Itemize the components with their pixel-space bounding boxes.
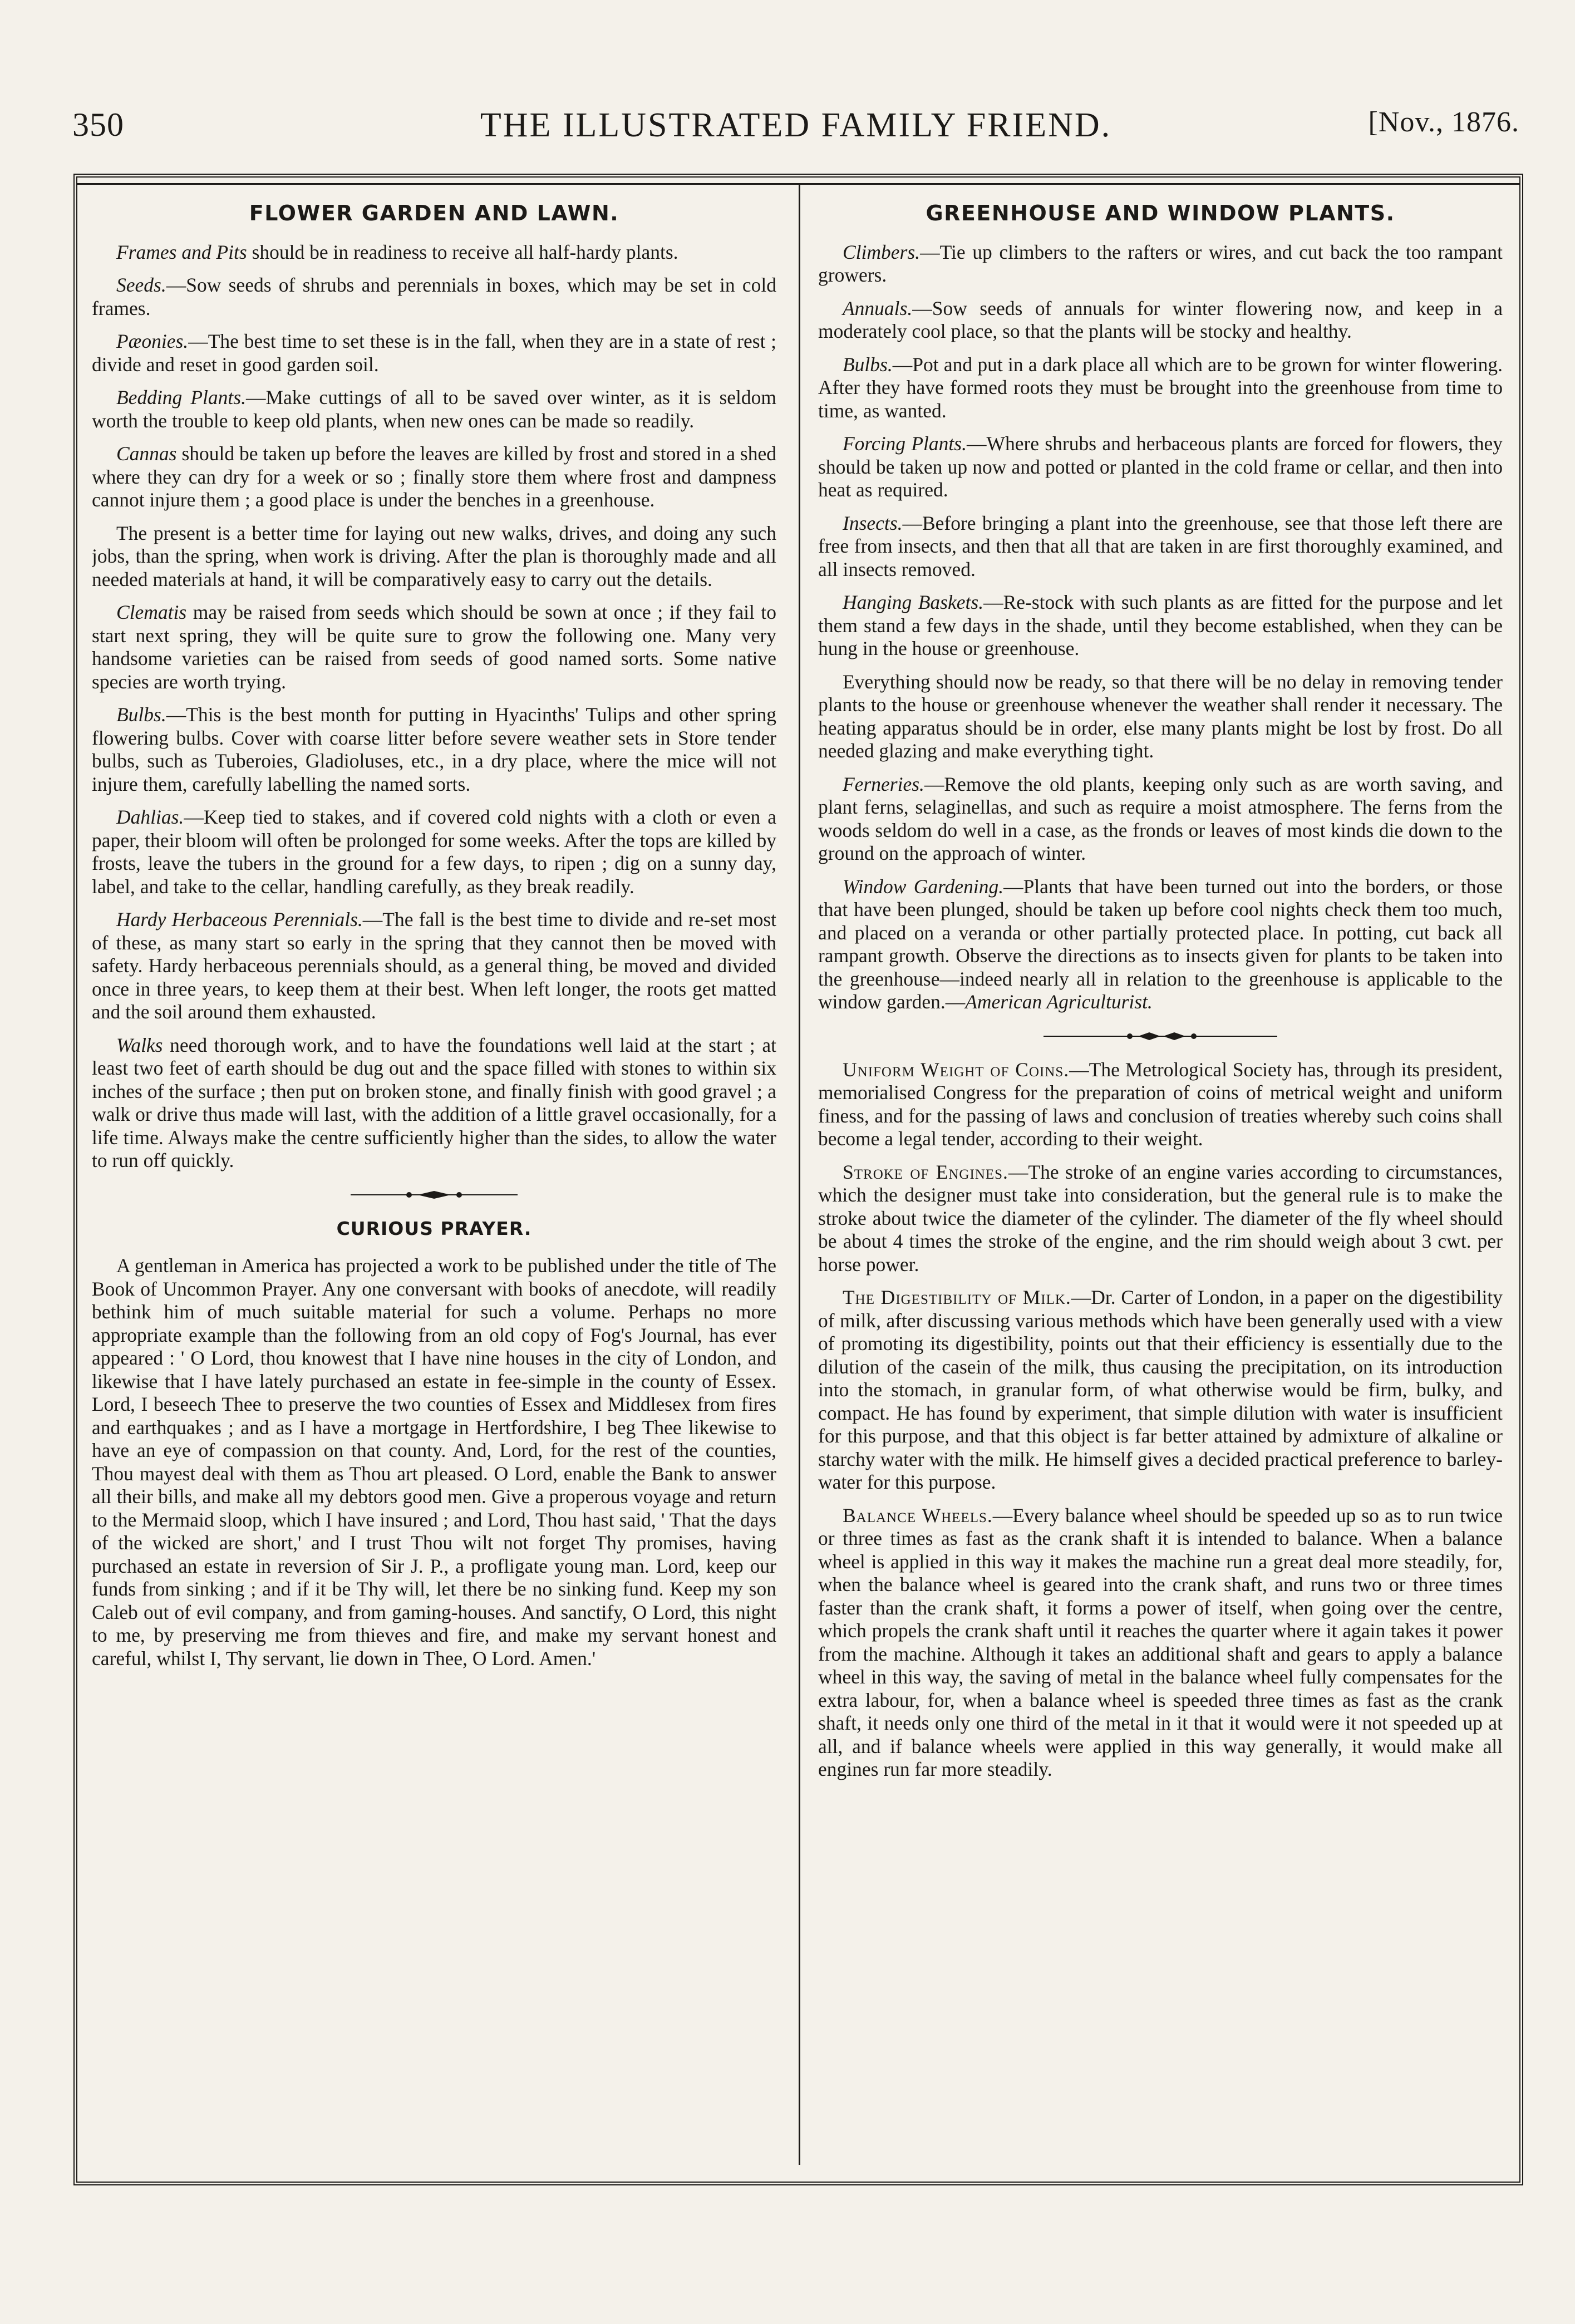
paragraph-text: —The best time to set these is in the fall, when they are in a state of rest ; divide and reset in good garden soil. [92, 330, 776, 376]
paragraph [92, 330, 776, 376]
paragraph-lead: Insects. [843, 511, 903, 534]
paragraph-lead: Walks [116, 1033, 163, 1056]
paragraph-lead: Hardy Herbaceous Perennials. [116, 908, 363, 930]
paragraph-text: should be taken up before the leaves are killed by frost and stored in a shed where they can dry for a week or so ; finally store them where frost and dampness cannot injure them ; a good place is under the benches in a greenhouse. [92, 442, 776, 511]
paragraph-lead: Bulbs. [116, 703, 166, 726]
paragraph-text: should be in readiness to receive all half-hardy plants. [247, 240, 678, 263]
paragraph [818, 1161, 1503, 1277]
paragraph-text: —Every balance wheel should be speeded up so as to run twice or three times as fast as the crank shaft it is intended to balance. When a balance wheel is applied in this way it makes the machine run a great deal more steadily, for, when the balance wheel is geared into the crank shaft, and runs two or three times faster than the crank shaft, it forms a power of itself, when going over the centre, which propels the crank shaft until it reaches the quarter where it again takes it power from the machine. Although it takes an additional shaft and gears to apply a balance wheel in this way, the saving of metal in the balance wheel fully compensates for the extra labour, for, when a balance wheel is speeded three times as fast as the crank shaft, it needs only one third of the metal in it that it would were it not speeded up at all, and if balance wheels were applied in this way generally, it would make all engines run far more steadily. [818, 1504, 1503, 1780]
paragraph [818, 1286, 1503, 1494]
ornament-divider [92, 1189, 776, 1200]
paragraph-lead: Bedding Plants. [116, 386, 246, 408]
publication-title: THE ILLUSTRATED FAMILY FRIEND. [480, 106, 1112, 144]
paragraph-lead: The Digestibility of Milk. [843, 1286, 1071, 1308]
paragraph-lead: Ferneries. [843, 772, 924, 795]
paragraph [92, 386, 776, 432]
paragraph [818, 241, 1503, 287]
paragraph-text: need thorough work, and to have the foundations well laid at the start ; at least two feet of earth should be dug out and the space filled with stones to within six inches of the surface ; then put on broken stone, and finally finish with good gravel ; a walk or drive thus made will last, with the addition of a little gravel occasionally, for a life time. Always make the centre sufficiently higher than the sides, to allow the water to run off quickly. [92, 1033, 776, 1171]
paragraph-text: The present is a better time for laying out new walks, drives, and doing any such jobs, than the spring, when work is driving. After the plan is thoroughly made and all needed materials at hand, it will be comparatively easy to carry out the details. [92, 521, 776, 590]
paragraph-lead: Frames and Pits [116, 240, 247, 263]
prayer-paragraph: A gentleman in America has projected a work to be published under the title of The Book of Uncommon Prayer. Any one conversant with books of anecdote, will readily bethink him of much suitable material for such a volume. Perhaps no more appropriate example than the following from an old copy of Fog's Journal, has ever appeared : ' O Lord, thou knowest that I have nine houses in the city of London, and likewise that I have lately purchased an estate in fee-simple in the county of Essex. Lord, I beseech Thee to preserve the two counties of Essex and Middlesex from fires and earthquakes ; and as I have a mortgage in Hertfordshire, I beg Thee likewise to have an eye of compassion on that county. And, Lord, for the rest of the counties, Thou mayest deal with them as Thou art pleased. O Lord, enable the Bank to answer all their bills, and make all my debtors good men. Give a properous voyage and return to the Mermaid sloop, which I have insured ; and Lord, Thou hast said, ' That the days of the wicked are short,' and I trust Thou wilt not forget Thy promises, having purchased an estate in reversion of Sir J. P., a profligate young man. Lord, keep our funds from sinking ; and if it be Thy will, let there be no sinking fund. Keep my son Caleb out of evil company, and from gaming-houses. And sanctify, O Lord, this night to me, by preserving me from thieves and fire, and make my servant honest and careful, whilst I, Thy servant, lie down in Thee, O Lord. Amen.' [92, 1254, 776, 1670]
attribution: American Agriculturist. [965, 991, 1153, 1013]
curious-prayer-text [92, 1254, 776, 1670]
flower-garden-paragraphs [92, 241, 776, 1173]
paragraph-lead: Dahlias. [116, 806, 184, 828]
paragraph-text: —Dr. Carter of London, in a paper on the digestibility of milk, after discussing various methods which have been generally used with a view of promoting its digestibility, points out that their efficiency is essentially due to the dilution of the casein of the milk, thus causing the precipitation, on its introduction into the stomach, in granular form, of what otherwise would be firm, bulky, and compact. He has found by experiment, that simple dilution with water is insufficient for this purpose, and that this object is far better attained by admixture of alkaline or starchy water with the milk. He himself gives a decided practical preference to barley-water for this purpose. [818, 1286, 1503, 1493]
paragraph [818, 1504, 1503, 1781]
paragraph-lead: Climbers. [843, 240, 921, 263]
paragraph-text: —Re-stock with such plants as are fitted for the purpose and let them stand a few days in the shade, until they become established, when they can be hung in the house or greenhouse. [818, 591, 1503, 659]
paragraph-lead: Forcing Plants. [843, 432, 967, 455]
paragraph-lead: Pæonies. [116, 330, 189, 352]
paragraph-text: Everything should now be ready, so that there will be no delay in removing tender plants to the house or greenhouse whenever the weather shall render it necessary. The heating apparatus should be in order, else many plants might be lost by frost. Do all needed glazing and make everything tight. [818, 670, 1503, 762]
paragraph [818, 512, 1503, 582]
paragraph-lead: Bulbs. [843, 353, 893, 376]
paragraph [818, 1058, 1503, 1151]
paragraph [92, 601, 776, 693]
left-column [92, 192, 776, 2173]
paragraph-lead: Window Gardening. [843, 875, 1004, 898]
paragraph [818, 432, 1503, 502]
paragraph-text: —Sow seeds of shrubs and perennials in boxes, which may be set in cold frames. [92, 274, 776, 319]
paragraph-lead: Stroke of Engines. [843, 1160, 1008, 1183]
section-heading-greenhouse: GREENHOUSE AND WINDOW PLANTS. [926, 201, 1395, 225]
miscellaneous-notes [818, 1058, 1503, 1781]
paragraph-text: —The Metrological Society has, through its president, memorialised Congress for the preparation of coins of metrical weight and uniform finess, and for the passing of laws and conclusion of treaties whereby such coins shall become a legal tender, according to their weight. [818, 1058, 1503, 1150]
paragraph-text: may be raised from seeds which should be sown at once ; if they fail to start next spring, they will be quite sure to grow the following one. Many very handsome varieties can be raised from seeds of good named sorts. Some native species are worth trying. [92, 601, 776, 693]
paragraph [818, 297, 1503, 343]
paragraph-text: —Sow seeds of annuals for winter flowering now, and keep in a moderately cool place, so that the plants will be stocky and healthy. [818, 297, 1503, 342]
paragraph [818, 671, 1503, 763]
paragraph [818, 591, 1503, 661]
paragraph-lead: Seeds. [116, 274, 166, 296]
column-divider [799, 184, 800, 2165]
paragraph [92, 241, 776, 264]
paragraph-lead: Cannas [116, 442, 177, 465]
paragraph [92, 522, 776, 592]
issue-date: [Nov., 1876. [1368, 106, 1519, 138]
paragraph [818, 875, 1503, 1014]
paragraph [92, 442, 776, 512]
greenhouse-paragraphs [818, 241, 1503, 1014]
paragraph-text: —Pot and put in a dark place all which are to be grown for winter flowering. After they have formed roots they must be brought into the greenhouse from time to time, as wanted. [818, 353, 1503, 422]
paragraph [818, 353, 1503, 423]
section-heading-flower-garden: FLOWER GARDEN AND LAWN. [249, 201, 619, 225]
paragraph [92, 274, 776, 320]
paragraph-lead: Balance Wheels. [843, 1504, 993, 1527]
paragraph-lead: Hanging Baskets. [843, 591, 984, 613]
paragraph-text: —Where shrubs and herbaceous plants are forced for flowers, they should be taken up now and potted or planted in the cold frame or cellar, and then into heat as required. [818, 432, 1503, 501]
paragraph-lead: Uniform Weight of Coins. [843, 1058, 1070, 1081]
paragraph-text: —This is the best month for putting in Hyacinths' Tulips and other spring flowering bulbs. Cover with coarse litter before severe weather sets in Store tender bulbs, such as Tuberoies, Gladioluses, etc., in a dry place, where the mice will not injure them, carefully labelling the named sorts. [92, 703, 776, 795]
paragraph-text: —Make cuttings of all to be saved over winter, as it is seldom worth the trouble to keep old plants, when new ones can be made so readily. [92, 386, 776, 432]
paragraph [92, 908, 776, 1024]
paragraph [92, 703, 776, 796]
paragraph [818, 773, 1503, 865]
paragraph-text: —Remove the old plants, keeping only such as are worth saving, and plant ferns, selaginellas, and such as require a moist atmosphere. The ferns from the woods seldom do well in a case, as the fronds or leaves of most kinds die down to the ground on the approach of winter. [818, 772, 1503, 864]
paragraph-text: —Plants that have been turned out into the borders, or those that have been plunged, should be taken up before cool nights check them too much, and placed on a veranda or other partially protected place. In potting, cut back all rampant growth. Observe the directions as to insects given for plants to be taken into the greenhouse—indeed nearly all in relation to the greenhouse is applicable to the window garden.— [818, 875, 1503, 1013]
page-number: 350 [72, 106, 124, 143]
paragraph-lead: Clematis [116, 601, 187, 623]
paragraph [92, 806, 776, 898]
right-column [818, 192, 1503, 2173]
running-head [72, 106, 1519, 150]
paragraph-text: —Keep tied to stakes, and if covered cold nights with a cloth or even a paper, their bloom will often be prolonged for some weeks. After the tops are killed by frosts, leave the tubers in the ground for a few days, to ripen ; dig on a sunny day, label, and take to the cellar, handling carefully, as they break readily. [92, 806, 776, 898]
paragraph-lead: Annuals. [843, 297, 913, 319]
paragraph-text: —Before bringing a plant into the greenhouse, see that those left there are free from insects, and then that all that are taken in are first thoroughly examined, and all insects removed. [818, 511, 1503, 580]
paragraph-text: —The fall is the best time to divide and re-set most of these, as many start so early in the spring that they cannot then be moved with safety. Hardy herbaceous perennials should, as a general thing, be moved and divided once in three years, to keep them at their best. When left longer, the roots get matted and the soil around them exhausted. [92, 908, 776, 1023]
paragraph-text: —Tie up climbers to the rafters or wires, and cut back the too rampant growers. [818, 240, 1503, 286]
section-heading-curious-prayer: CURIOUS PRAYER. [336, 1217, 532, 1239]
paragraph [92, 1034, 776, 1173]
paragraph-text: —The stroke of an engine varies according to circumstances, which the designer must take into consideration, but the general rule is to make the stroke about twice the diameter of the cylinder. The diameter of the fly wheel should be about 4 times the stroke of the engine, and the rim should weigh about 3 cwt. per horse power. [818, 1160, 1503, 1276]
ornament-divider [818, 1031, 1503, 1042]
